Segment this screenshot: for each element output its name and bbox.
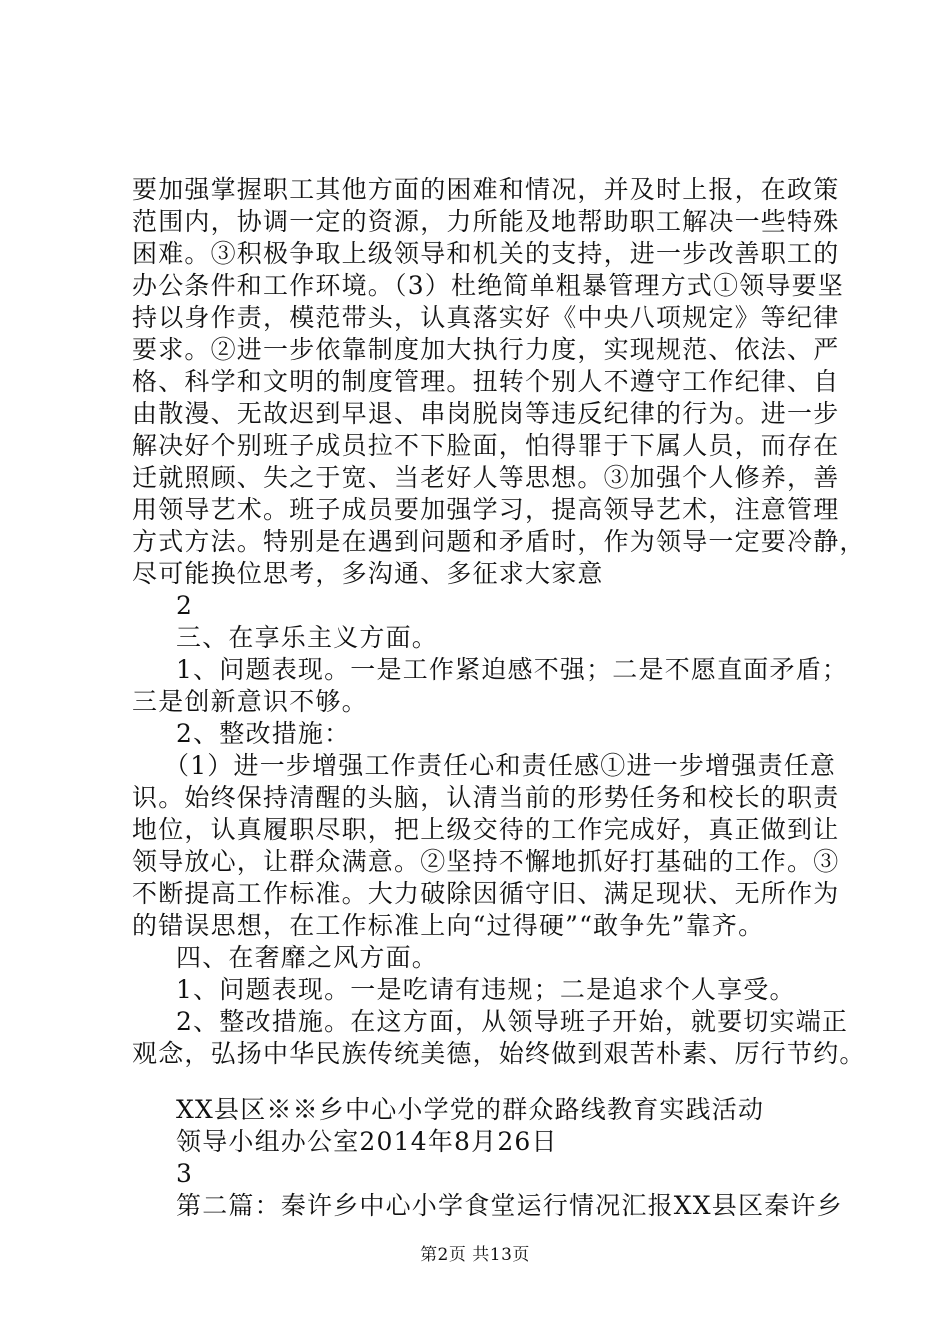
text-line: 2、整改措施。在这方面，从领导班子开始，就要切实端正 [176, 1007, 849, 1036]
text-line: 方式方法。特别是在遇到问题和矛盾时，作为领导一定要冷静， [132, 527, 866, 556]
signature-date: 领导小组办公室2014年8月26日 [176, 1127, 558, 1156]
next-section-title: 第二篇：秦许乡中心小学食堂运行情况汇报XX县区秦许乡 [176, 1191, 843, 1220]
text-line: 由散漫、无故迟到早退、串岗脱岗等违反纪律的行为。进一步 [132, 399, 840, 428]
text-line: 1、问题表现。一是工作紧迫感不强；二是不愿直面矛盾； [176, 655, 849, 684]
text-line: 格、科学和文明的制度管理。扭转个别人不遵守工作纪律、自 [132, 367, 840, 396]
text-line: 解决好个别班子成员拉不下脸面，怕得罪于下属人员，而存在 [132, 431, 840, 460]
page-number-marker: 2 [176, 591, 194, 620]
text-line: 1、问题表现。一是吃请有违规；二是追求个人享受。 [176, 975, 796, 1004]
page-number-marker: 3 [176, 1159, 194, 1188]
text-line: 领导放心，让群众满意。②坚持不懈地抓好打基础的工作。③ [132, 847, 840, 876]
page-footer: 第2页 共13页 [420, 1245, 530, 1265]
text-line: 要加强掌握职工其他方面的困难和情况，并及时上报，在政策 [132, 175, 840, 204]
text-line: 观念，弘扬中华民族传统美德，始终做到艰苦朴素、厉行节约。 [132, 1039, 866, 1068]
signature-organization: XX县区※※乡中心小学党的群众路线教育实践活动 [176, 1095, 765, 1124]
text-line: 地位，认真履职尽职，把上级交待的工作完成好，真正做到让 [132, 815, 840, 844]
text-line: 办公条件和工作环境。（3）杜绝简单粗暴管理方式①领导要坚 [132, 271, 845, 300]
text-line: 持以身作责，模范带头，认真落实好《中央八项规定》等纪律 [132, 303, 840, 332]
section-heading: 四、在奢靡之风方面。 [176, 943, 439, 972]
text-line: 识。始终保持清醒的头脑，认清当前的形势任务和校长的职责 [132, 783, 840, 812]
text-line: 尽可能换位思考，多沟通、多征求大家意 [132, 559, 604, 588]
text-line: 用领导艺术。班子成员要加强学习，提高领导艺术，注意管理 [132, 495, 840, 524]
text-line: 范围内，协调一定的资源，力所能及地帮助职工解决一些特殊 [132, 207, 840, 236]
text-line: 三是创新意识不够。 [132, 687, 368, 716]
text-line: 的错误思想，在工作标准上向“过得硬”“敢争先”靠齐。 [132, 911, 765, 940]
text-line: （1）进一步增强工作责任心和责任感①进一步增强责任意 [164, 751, 837, 780]
text-line: 困难。③积极争取上级领导和机关的支持，进一步改善职工的 [132, 239, 840, 268]
section-heading: 三、在享乐主义方面。 [176, 623, 439, 652]
text-line: 2、整改措施： [176, 719, 351, 748]
text-line: 要求。②进一步依靠制度加大执行力度，实现规范、依法、严 [132, 335, 840, 364]
text-line: 不断提高工作标准。大力破除因循守旧、满足现状、无所作为 [132, 879, 840, 908]
text-line: 迁就照顾、失之于宽、当老好人等思想。③加强个人修养，善 [132, 463, 840, 492]
